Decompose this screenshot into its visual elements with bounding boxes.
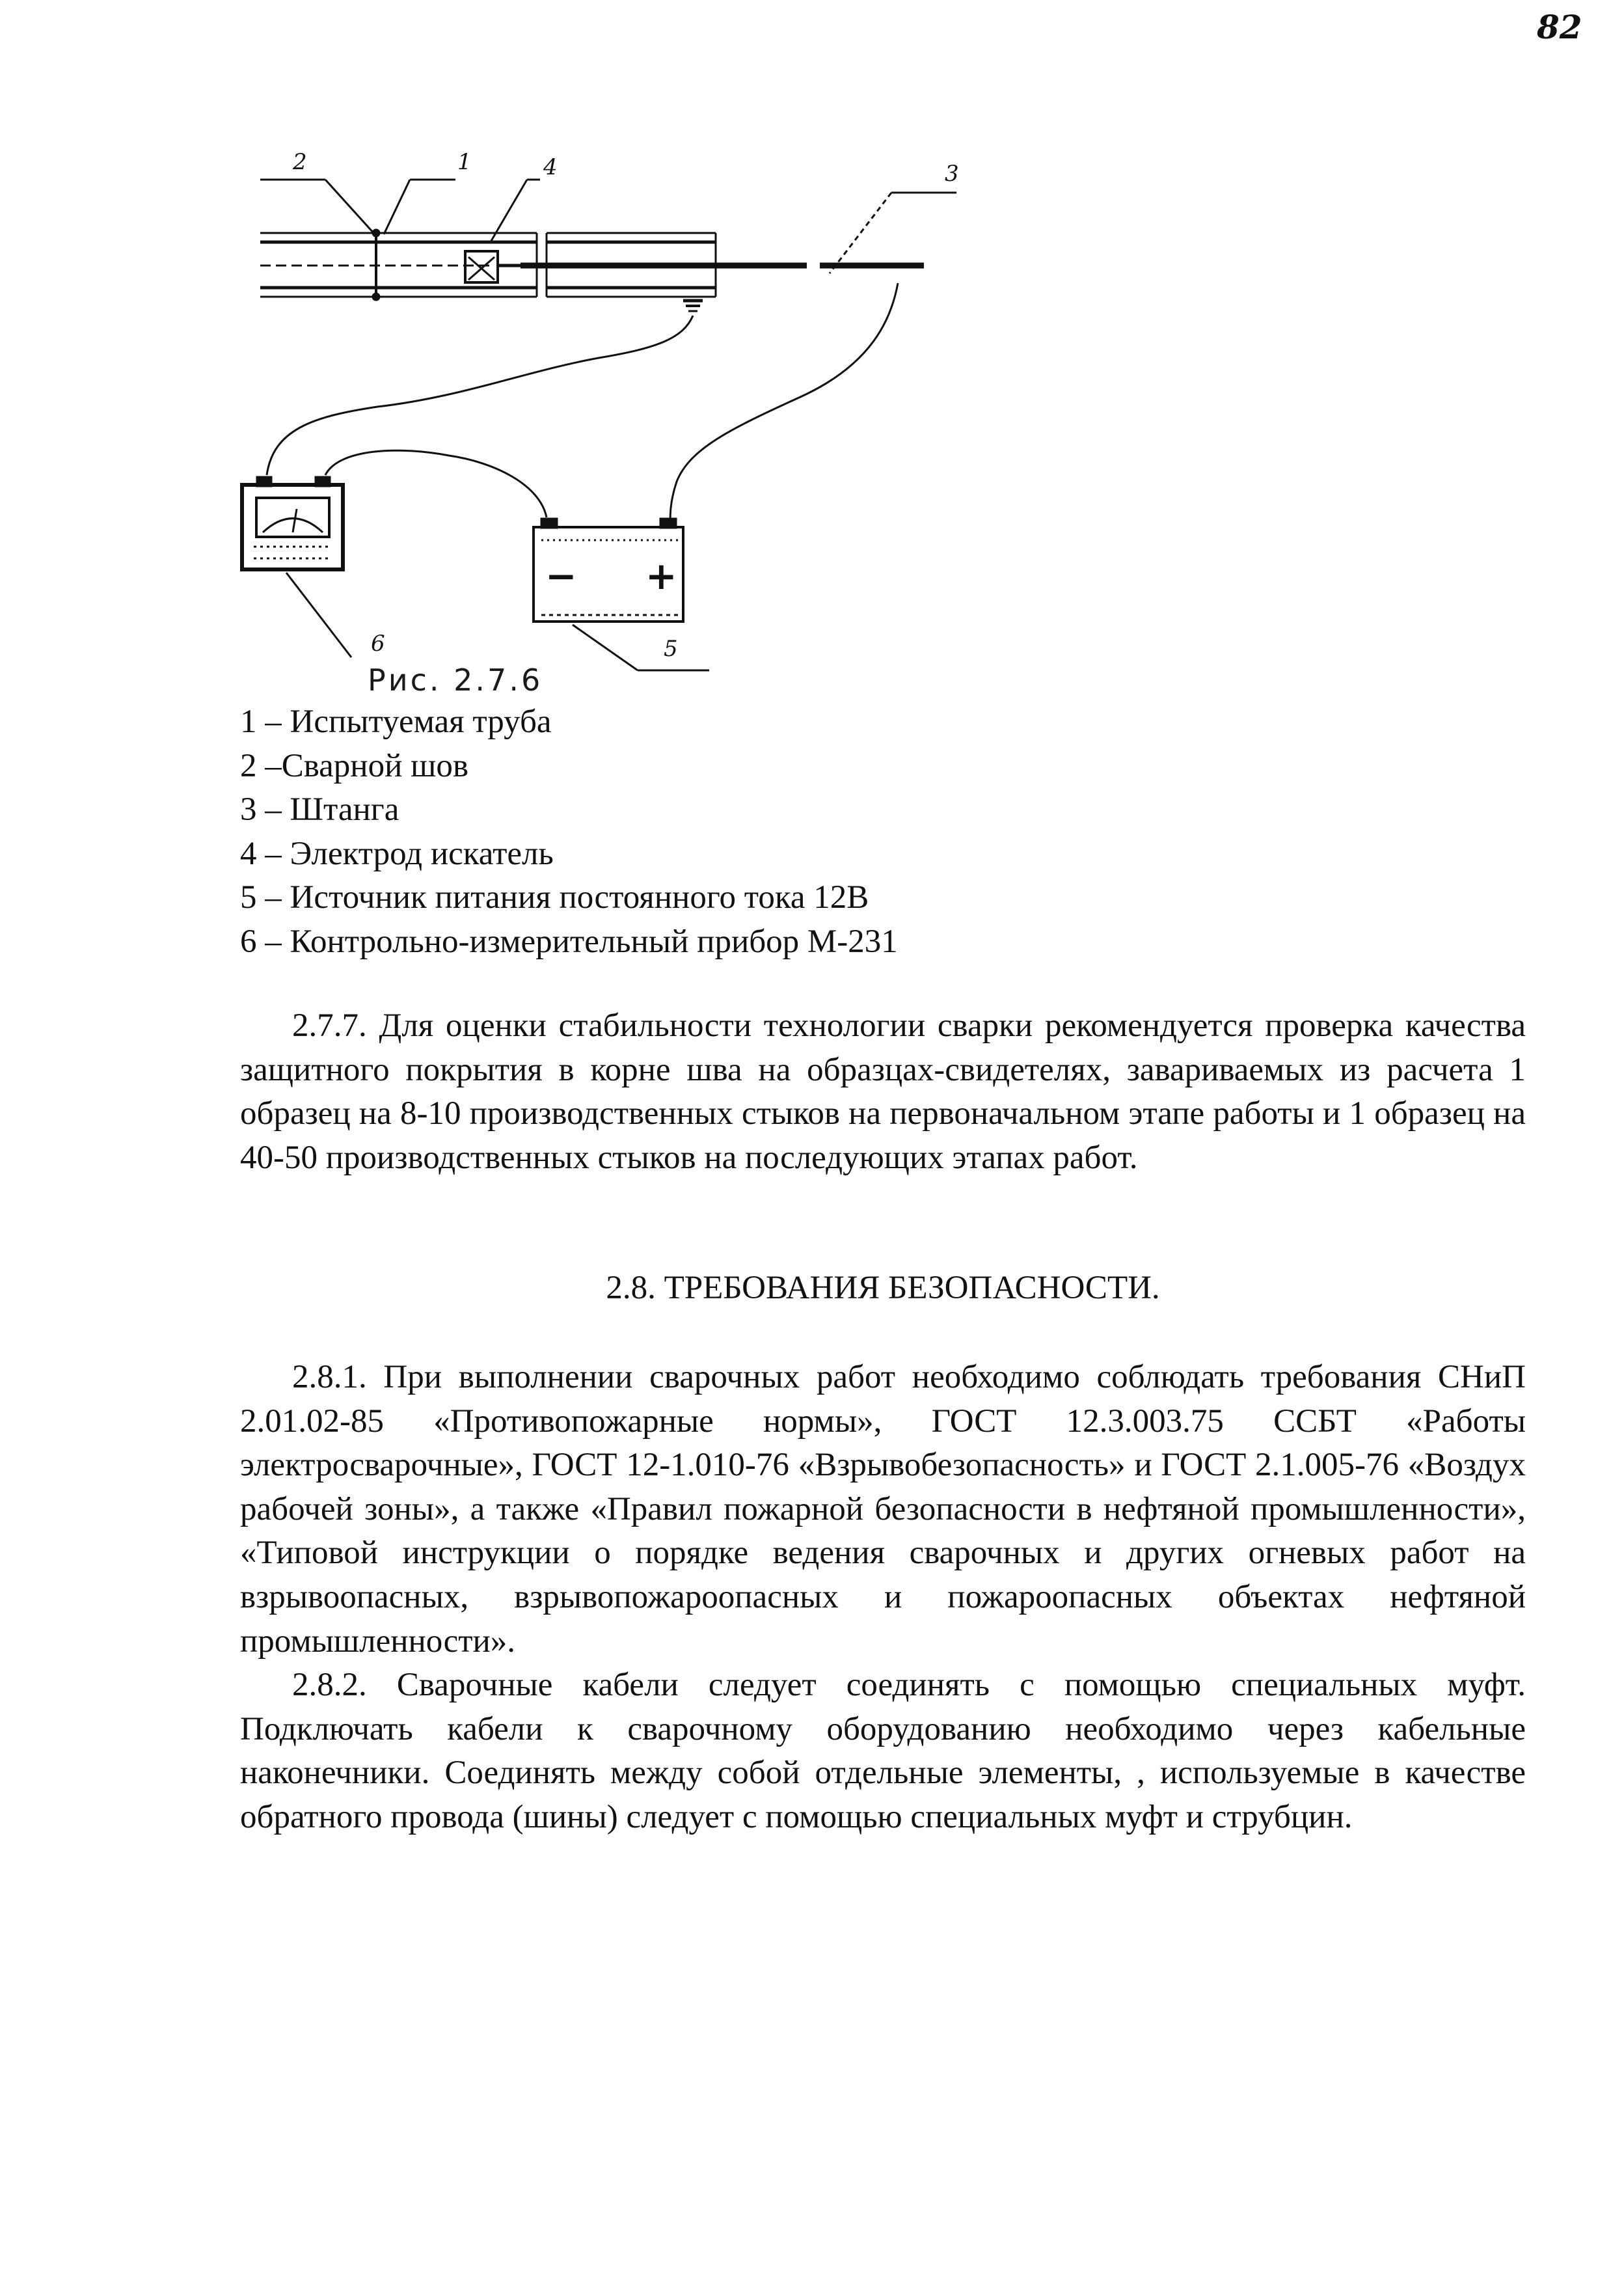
section-heading: 2.8. ТРЕБОВАНИЯ БЕЗОПАСНОСТИ. [606, 1270, 1160, 1306]
callout-label: 4 [543, 154, 558, 180]
pipe-terminal [683, 301, 703, 311]
section-2-8 [240, 1356, 1526, 1840]
leader-line-3-diag [830, 193, 891, 273]
legend-item: 3 – Штанга [240, 791, 399, 828]
wire-meter-to-battery [325, 450, 547, 517]
battery-minus-sign: − [545, 554, 577, 598]
diagram-svg [234, 124, 959, 683]
leader-line-6 [286, 573, 351, 657]
leader-line-2-diag [325, 180, 375, 234]
paragraph-2-7-7: 2.7.7. Для оценки стабильности технологии сварки рекомендуется проверка качества защитного покрытия в корне шва на образцах-свидетелях, завариваемых из расчета 1 образец на 8-10 производственных стыков на первоначальном этапе работы и 1 образец на 40-50 производственных стыков на последующих этапах работ. [240, 1007, 1526, 1176]
wire-pipe-to-meter [267, 316, 693, 475]
callout-label: 5 [664, 636, 678, 662]
legend-item: 2 –Сварной шов [240, 747, 468, 784]
legend-item: 4 – Электрод искатель [240, 835, 554, 872]
callout-label: 6 [371, 631, 385, 657]
paragraph-2-8-1: 2.8.1. При выполнении сварочных работ необходимо соблюдать требования СНиП 2.01.02-85 «Противопожарные нормы», ГОСТ 12.3.003.75 ССБТ «Работы электросварочные», ГОСТ 12-1.010-76 «Взрывобезопасность» и ГОСТ 2.1.005-76 «Воздух рабочей зоны», а также «Правил пожарной безопасности в нефтяной промышленности», «Типовой инструкции о порядке ведения сварочных и других огневых работ на взрывоопасных, взрывопожароопасных и пожароопасных объектах нефтяной промышленности». [240, 1359, 1526, 1660]
legend-item: 5 – Источник питания постоянного тока 12В [240, 879, 869, 916]
figure-legend [240, 700, 1216, 964]
search-electrode [465, 251, 521, 282]
leader-line-1-diag [384, 180, 410, 234]
wire-rod-to-battery [670, 283, 898, 524]
leader-line-5-diag [573, 625, 638, 670]
figure-caption: Рис. 2.7.6 [368, 663, 543, 698]
battery-plus-sign: + [645, 554, 677, 598]
callout-label: 2 [293, 149, 307, 175]
callout-label: 3 [945, 161, 959, 187]
legend-item: 1 – Испытуемая труба [240, 704, 552, 740]
legend-item: 6 – Контрольно-измерительный прибор М-231 [240, 923, 898, 960]
test-pipe-left [260, 233, 537, 297]
callout-label: 1 [457, 149, 472, 175]
leader-line-4-diag [491, 180, 527, 241]
page-number: 82 [1537, 8, 1582, 46]
figure-pipe-test-diagram [234, 124, 959, 683]
measuring-instrument [242, 477, 343, 569]
section-2-7-7 [240, 1004, 1526, 1180]
paragraph-2-8-2: 2.8.2. Сварочные кабели следует соединять с помощью специальных муфт. Подключать кабели к сварочному оборудованию необходимо через кабельные наконечники. Соединять между собой отдельные элементы, , используемые в качестве обратного провода (шины) следует с помощью специальных муфт и струбцин. [240, 1667, 1526, 1835]
